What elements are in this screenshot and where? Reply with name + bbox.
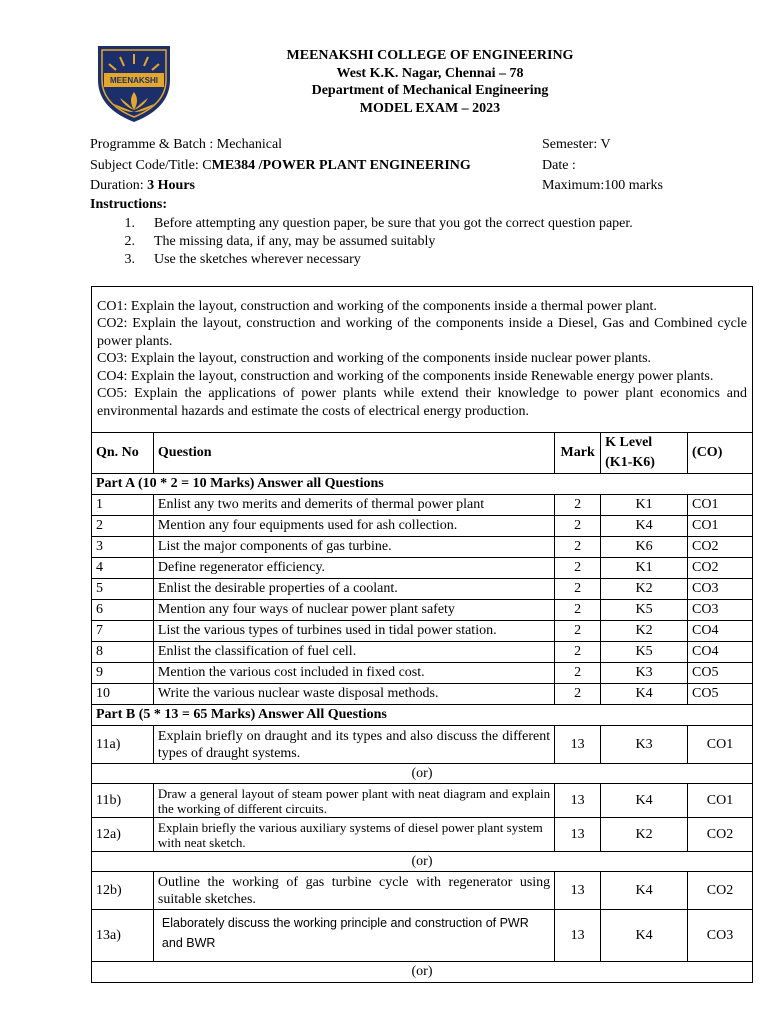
question-co: CO3 [688, 600, 753, 621]
question-text: Enlist the desirable properties of a coolant. [153, 579, 554, 600]
question-klevel: K2 [601, 818, 688, 852]
question-klevel: K3 [601, 726, 688, 764]
instructions-title: Instructions: [90, 197, 168, 212]
question-mark: 13 [555, 910, 601, 962]
or-separator: (or) [92, 962, 753, 983]
question-co: CO2 [688, 872, 753, 910]
question-co: CO5 [688, 663, 753, 684]
question-co: CO4 [688, 642, 753, 663]
maximum-marks: Maximum:100 marks [542, 178, 663, 193]
header-mark: Mark [555, 433, 601, 474]
instruction-item: 2. The missing data, if any, may be assumed suitably [124, 234, 436, 249]
question-text: Mention the various cost included in fixed cost. [153, 663, 554, 684]
table-row [92, 784, 753, 818]
question-number: 3 [92, 537, 154, 558]
part-a-rows [92, 495, 753, 705]
question-klevel: K5 [601, 600, 688, 621]
programme-batch: Programme & Batch : Mechanical [90, 137, 283, 152]
question-number: 11b) [92, 784, 154, 818]
co-item: CO5: Explain the applications of power plants while extend their knowledge to power plant economics and environmental hazards and estimate the costs of electrical energy production. [97, 386, 747, 419]
question-mark: 13 [555, 726, 601, 764]
question-co: CO4 [688, 621, 753, 642]
table-row [92, 872, 753, 910]
question-number: 11a) [92, 726, 154, 764]
question-co: CO3 [688, 579, 753, 600]
instruction-item: 3. Use the sketches wherever necessary [124, 252, 361, 267]
table-row [92, 818, 753, 852]
header-question: Question [153, 433, 554, 474]
question-text: Mention any four equipments used for ash collection. [153, 516, 554, 537]
college-logo [90, 40, 178, 124]
table-row [92, 621, 753, 642]
question-co: CO2 [688, 558, 753, 579]
question-co: CO1 [688, 784, 753, 818]
question-mark: 2 [555, 558, 601, 579]
question-klevel: K5 [601, 642, 688, 663]
question-number: 5 [92, 579, 154, 600]
or-separator: (or) [92, 852, 753, 872]
question-text: Mention any four ways of nuclear power plant safety [153, 600, 554, 621]
question-number: 4 [92, 558, 154, 579]
table-row [92, 558, 753, 579]
table-row [92, 579, 753, 600]
question-number: 2 [92, 516, 154, 537]
co-item: CO4: Explain the layout, construction and working of the components inside Renewable energy power plants. [97, 368, 714, 384]
question-number: 12a) [92, 818, 154, 852]
table-header-row [92, 433, 753, 474]
question-text: Enlist the classification of fuel cell. [153, 642, 554, 663]
question-number: 13a) [92, 910, 154, 962]
question-number: 9 [92, 663, 154, 684]
question-klevel: K4 [601, 872, 688, 910]
header-klevel: K Level (K1-K6) [601, 433, 688, 474]
question-number: 7 [92, 621, 154, 642]
college-name: MEENAKSHI COLLEGE OF ENGINEERING [286, 48, 574, 63]
table-row [92, 642, 753, 663]
table-row [92, 684, 753, 705]
question-text: Write the various nuclear waste disposal methods. [153, 684, 554, 705]
exam-date: Date : [542, 158, 576, 173]
question-co: CO1 [688, 516, 753, 537]
question-text: Explain briefly on draught and its types and also discuss the different types of draught systems. [153, 726, 554, 764]
question-co: CO1 [688, 495, 753, 516]
question-mark: 2 [555, 600, 601, 621]
table-row [92, 516, 753, 537]
question-klevel: K2 [601, 579, 688, 600]
question-klevel: K1 [601, 495, 688, 516]
question-co: CO3 [688, 910, 753, 962]
question-klevel: K4 [601, 516, 688, 537]
instruction-item: 1. Before attempting any question paper, be sure that you got the correct question paper. [124, 216, 633, 231]
question-mark: 2 [555, 642, 601, 663]
question-co: CO5 [688, 684, 753, 705]
question-klevel: K2 [601, 621, 688, 642]
question-co: CO1 [688, 726, 753, 764]
question-text: Elaborately discuss the working principle and construction of PWR and BWR [153, 910, 554, 962]
question-mark: 2 [555, 579, 601, 600]
question-co: CO2 [688, 537, 753, 558]
question-paper-table [91, 286, 753, 983]
question-mark: 2 [555, 495, 601, 516]
question-text: Enlist any two merits and demerits of thermal power plant [153, 495, 554, 516]
question-mark: 2 [555, 537, 601, 558]
question-klevel: K4 [601, 910, 688, 962]
subject-code-title: Subject Code/Title: CME384 /POWER PLANT ENGINEERING [90, 158, 471, 173]
question-klevel: K4 [601, 684, 688, 705]
question-text: Define regenerator efficiency. [153, 558, 554, 579]
co-item: CO2: Explain the layout, construction and working of the components inside a Diesel, Gas and Combined cycle power plants. [97, 316, 747, 349]
question-mark: 13 [555, 784, 601, 818]
question-number: 8 [92, 642, 154, 663]
question-mark: 2 [555, 684, 601, 705]
part-b-title: Part B (5 * 13 = 65 Marks) Answer All Questions [92, 705, 753, 726]
table-row [92, 726, 753, 764]
question-klevel: K1 [601, 558, 688, 579]
co-item: CO1: Explain the layout, construction and working of the components inside a thermal power plant. [97, 298, 657, 314]
question-number: 12b) [92, 872, 154, 910]
question-text: Explain briefly the various auxiliary systems of diesel power plant system with neat sketch. [153, 818, 554, 852]
co-item: CO3: Explain the layout, construction and working of the components inside nuclear power plants. [97, 351, 652, 367]
department-name: Department of Mechanical Engineering [311, 83, 549, 98]
table-row [92, 600, 753, 621]
question-klevel: K4 [601, 784, 688, 818]
question-co: CO2 [688, 818, 753, 852]
header-qno: Qn. No [92, 433, 154, 474]
question-text: Outline the working of gas turbine cycle with regenerator using suitable sketches. [153, 872, 554, 910]
question-mark: 2 [555, 621, 601, 642]
question-number: 10 [92, 684, 154, 705]
question-mark: 13 [555, 872, 601, 910]
duration: Duration: 3 Hours [90, 178, 195, 193]
table-row [92, 663, 753, 684]
table-row [92, 910, 753, 962]
exam-title: MODEL EXAM – 2023 [359, 101, 501, 116]
question-klevel: K3 [601, 663, 688, 684]
course-outcomes [92, 287, 753, 433]
header-co: (CO) [688, 433, 753, 474]
semester: Semester: V [542, 137, 611, 152]
question-text: Draw a general layout of steam power plant with neat diagram and explain the working of different circuits. [153, 784, 554, 818]
question-mark: 2 [555, 663, 601, 684]
or-separator: (or) [92, 764, 753, 784]
part-a-title: Part A (10 * 2 = 10 Marks) Answer all Questions [92, 474, 753, 495]
college-address: West K.K. Nagar, Chennai – 78 [336, 66, 524, 81]
question-number: 6 [92, 600, 154, 621]
question-text: List the major components of gas turbine. [153, 537, 554, 558]
table-row [92, 537, 753, 558]
question-klevel: K6 [601, 537, 688, 558]
svg-text:MEENAKSHI: MEENAKSHI [109, 76, 159, 85]
table-row [92, 495, 753, 516]
question-text: List the various types of turbines used in tidal power station. [153, 621, 554, 642]
question-mark: 13 [555, 818, 601, 852]
question-number: 1 [92, 495, 154, 516]
question-mark: 2 [555, 516, 601, 537]
